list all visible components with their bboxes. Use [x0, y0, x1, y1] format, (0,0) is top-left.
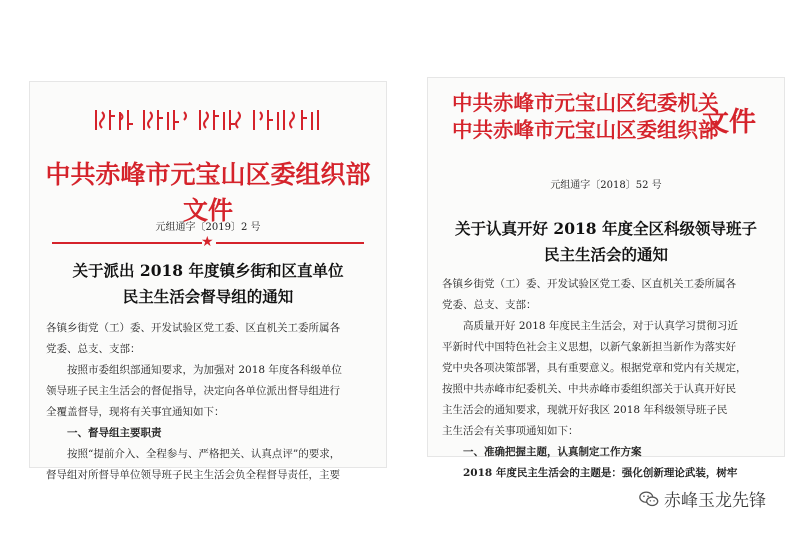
- paragraph-1-line-2: 领导班子民主生活会的督促指导，决定向各单位派出督导组进行: [46, 385, 340, 397]
- document-right: [428, 78, 784, 479]
- salutation-line-2: 党委、总支、支部：: [46, 343, 141, 355]
- heading: [432, 216, 780, 268]
- heading-line-1: 关于派出 2018 年度镇乡街和区直单位: [72, 261, 344, 280]
- mongolian-script-header: [92, 106, 324, 134]
- paragraph-1-line-1: 按照市委组织部通知要求，为加强对 2018 年度各科级单位: [67, 364, 342, 376]
- org-line-1: 中共赤峰市元宝山区纪委机关: [452, 91, 719, 115]
- star-icon: ★: [201, 234, 214, 250]
- paragraph-2-line-1: 2018 年度民主生活会的主题是：强化创新理论武装，树牢: [463, 467, 738, 479]
- wenjian-label: 文件: [702, 107, 756, 138]
- doc-number: 元组通字〔2018〕52 号: [550, 180, 662, 191]
- paragraph-1-line-5: 主生活会的通知要求，现就开好我区 2018 年科级领导班子民: [442, 404, 728, 416]
- paragraph-1-line-3: 全覆盖督导，现将有关事宜通知如下：: [46, 406, 225, 418]
- body-text: [442, 274, 776, 484]
- salutation-line-1: 各镇乡街党（工）委、开发试验区党工委、区直机关工委所属各: [442, 278, 736, 290]
- paragraph-1-line-3: 党中央各项决策部署，具有重要意义。根据党章和党内有关规定，: [442, 362, 747, 374]
- paragraph-2-line-1: 按照“提前介入、全程参与、严格把关、认真点评”的要求，: [67, 448, 341, 460]
- wechat-icon: [638, 488, 660, 510]
- paragraph-1-line-6: 主生活会有关事项通知如下：: [442, 425, 579, 437]
- paragraph-1-line-2: 平新时代中国特色社会主义思想，以新气象新担当新作为落实好: [442, 341, 736, 353]
- document-left: [30, 82, 386, 481]
- salutation-line-1: 各镇乡街党（工）委、开发试验区党工委、区直机关工委所属各: [46, 322, 340, 334]
- org-title-block: [452, 90, 719, 144]
- red-divider-right: [216, 242, 364, 244]
- section-1-heading: 一、准确把握主题，认真制定工作方案: [463, 446, 642, 458]
- heading-line-2: 民主生活会的通知: [543, 245, 668, 264]
- paragraph-2-line-2: 督导组对所督导单位领导班子民主生活会负全程督导责任，主要: [46, 469, 340, 481]
- org-title: 中共赤峰市元宝山区委组织部文件: [45, 160, 371, 225]
- heading-line-1: 关于认真开好 2018 年度全区科级领导班子: [455, 219, 757, 238]
- watermark-text: 赤峰玉龙先锋: [664, 491, 766, 511]
- account-watermark: [638, 486, 766, 511]
- heading-line-2: 民主生活会督导组的通知: [122, 287, 294, 306]
- paragraph-1-line-4: 按照中共赤峰市纪委机关、中共赤峰市委组织部关于认真开好民: [442, 383, 736, 395]
- org-line-2: 中共赤峰市元宝山区委组织部: [452, 118, 719, 142]
- section-1-heading: 一、督导组主要职责: [67, 427, 162, 439]
- doc-number: 元组通字〔2019〕2 号: [155, 222, 261, 233]
- paragraph-1-line-1: 高质量开好 2018 年度民主生活会，对于认真学习贯彻习近: [463, 320, 738, 332]
- salutation-line-2: 党委、总支、支部：: [442, 299, 537, 311]
- heading: [36, 258, 380, 310]
- body-text: [46, 318, 376, 486]
- red-divider-left: [52, 242, 202, 244]
